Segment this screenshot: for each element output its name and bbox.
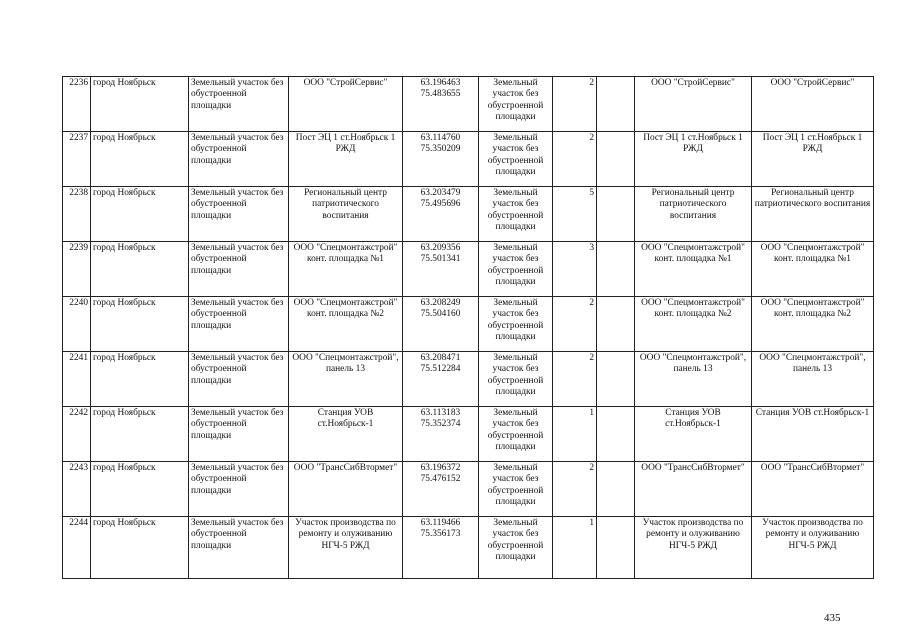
- organization-cell: ООО "Спецмонтажстрой" конт. площадка №2: [635, 297, 752, 352]
- table-row: [63, 132, 874, 187]
- registry-table: [62, 76, 874, 579]
- coordinates-cell: [403, 187, 479, 242]
- row-number: 2238: [63, 187, 91, 242]
- site-kind-cell: Земельный участок без обустроенной площадки: [479, 407, 553, 462]
- coordinates-cell: [403, 77, 479, 132]
- site-type-cell: Земельный участок без обустроенной площадки: [189, 407, 289, 462]
- empty-cell: [597, 352, 635, 407]
- coordinates-cell: [403, 297, 479, 352]
- site-name-cell: ООО "ТрансСибВтормет": [289, 462, 403, 517]
- owner-cell: ООО "Спецмонтажстрой", панель 13: [752, 352, 874, 407]
- table-row: [63, 187, 874, 242]
- site-type-cell: Земельный участок без обустроенной площадки: [189, 517, 289, 579]
- site-type-cell: Земельный участок без обустроенной площадки: [189, 132, 289, 187]
- longitude: 75.352374: [420, 419, 461, 430]
- longitude: 75.483655: [420, 89, 461, 100]
- owner-cell: Региональный центр патриотического воспитания: [752, 187, 874, 242]
- organization-cell: ООО "СтройСервис": [635, 77, 752, 132]
- site-type-cell: Земельный участок без обустроенной площадки: [189, 242, 289, 297]
- site-name-cell: Пост ЭЦ 1 ст.Ноябрьск 1 РЖД: [289, 132, 403, 187]
- city-cell: город Ноябрьск: [91, 297, 189, 352]
- empty-cell: [597, 187, 635, 242]
- city-cell: город Ноябрьск: [91, 187, 189, 242]
- table-row: [63, 407, 874, 462]
- city-cell: город Ноябрьск: [91, 132, 189, 187]
- container-count-cell: 3: [553, 242, 597, 297]
- site-name-cell: ООО "СтройСервис": [289, 77, 403, 132]
- site-type-cell: Земельный участок без обустроенной площадки: [189, 187, 289, 242]
- empty-cell: [597, 242, 635, 297]
- coordinates-cell: [403, 242, 479, 297]
- container-count-cell: 1: [553, 517, 597, 579]
- row-number: 2242: [63, 407, 91, 462]
- longitude: 75.356173: [420, 529, 461, 540]
- site-name-cell: Региональный центр патриотического воспитания: [289, 187, 403, 242]
- longitude: 75.501341: [420, 254, 461, 265]
- empty-cell: [597, 407, 635, 462]
- city-cell: город Ноябрьск: [91, 77, 189, 132]
- latitude: 63.113183: [420, 408, 461, 418]
- organization-cell: Пост ЭЦ 1 ст.Ноябрьск 1 РЖД: [635, 132, 752, 187]
- empty-cell: [597, 517, 635, 579]
- longitude: 75.350209: [420, 144, 461, 155]
- container-count-cell: 2: [553, 352, 597, 407]
- owner-cell: Пост ЭЦ 1 ст.Ноябрьск 1 РЖД: [752, 132, 874, 187]
- latitude: 63.208249: [420, 298, 461, 308]
- city-cell: город Ноябрьск: [91, 462, 189, 517]
- table-row: [63, 462, 874, 517]
- row-number: 2239: [63, 242, 91, 297]
- site-kind-cell: Земельный участок без обустроенной площадки: [479, 187, 553, 242]
- site-name-cell: ООО "Спецмонтажстрой", панель 13: [289, 352, 403, 407]
- table-row: [63, 242, 874, 297]
- site-name-cell: Станция УОВ ст.Ноябрьск-1: [289, 407, 403, 462]
- latitude: 63.196463: [420, 78, 461, 88]
- owner-cell: ООО "ТрансСибВтормет": [752, 462, 874, 517]
- container-count-cell: 2: [553, 297, 597, 352]
- longitude: 75.504160: [420, 309, 461, 320]
- container-count-cell: 2: [553, 77, 597, 132]
- site-kind-cell: Земельный участок без обустроенной площадки: [479, 462, 553, 517]
- site-kind-cell: Земельный участок без обустроенной площадки: [479, 352, 553, 407]
- page-number: 435: [824, 612, 841, 624]
- longitude: 75.495696: [420, 199, 461, 210]
- latitude: 63.119466: [420, 518, 461, 528]
- site-kind-cell: Земельный участок без обустроенной площадки: [479, 242, 553, 297]
- latitude: 63.209356: [420, 243, 461, 253]
- site-kind-cell: Земельный участок без обустроенной площадки: [479, 77, 553, 132]
- site-name-cell: Участок производства по ремонту и олуживанию НГЧ-5 РЖД: [289, 517, 403, 579]
- site-type-cell: Земельный участок без обустроенной площадки: [189, 77, 289, 132]
- container-count-cell: 2: [553, 462, 597, 517]
- table-body: [63, 77, 874, 579]
- row-number: 2244: [63, 517, 91, 579]
- owner-cell: ООО "СтройСервис": [752, 77, 874, 132]
- container-count-cell: 1: [553, 407, 597, 462]
- site-kind-cell: Земельный участок без обустроенной площадки: [479, 297, 553, 352]
- latitude: 63.208471: [420, 353, 461, 363]
- latitude: 63.196372: [420, 463, 461, 473]
- coordinates-cell: [403, 517, 479, 579]
- site-name-cell: ООО "Спецмонтажстрой" конт. площадка №1: [289, 242, 403, 297]
- coordinates-cell: [403, 352, 479, 407]
- container-count-cell: 5: [553, 187, 597, 242]
- city-cell: город Ноябрьск: [91, 352, 189, 407]
- owner-cell: Участок производства по ремонту и олуживанию НГЧ-5 РЖД: [752, 517, 874, 579]
- coordinates-cell: [403, 462, 479, 517]
- organization-cell: ООО "ТрансСибВтормет": [635, 462, 752, 517]
- row-number: 2240: [63, 297, 91, 352]
- site-type-cell: Земельный участок без обустроенной площадки: [189, 462, 289, 517]
- organization-cell: ООО "Спецмонтажстрой" конт. площадка №1: [635, 242, 752, 297]
- owner-cell: ООО "Спецмонтажстрой" конт. площадка №1: [752, 242, 874, 297]
- site-kind-cell: Земельный участок без обустроенной площадки: [479, 517, 553, 579]
- longitude: 75.476152: [420, 474, 461, 485]
- coordinates-cell: [403, 407, 479, 462]
- site-type-cell: Земельный участок без обустроенной площадки: [189, 352, 289, 407]
- owner-cell: ООО "Спецмонтажстрой" конт. площадка №2: [752, 297, 874, 352]
- table-row: [63, 297, 874, 352]
- organization-cell: Участок производства по ремонту и олуживанию НГЧ-5 РЖД: [635, 517, 752, 579]
- latitude: 63.203479: [420, 188, 461, 198]
- site-type-cell: Земельный участок без обустроенной площадки: [189, 297, 289, 352]
- site-kind-cell: Земельный участок без обустроенной площадки: [479, 132, 553, 187]
- city-cell: город Ноябрьск: [91, 407, 189, 462]
- table-row: [63, 352, 874, 407]
- organization-cell: Станция УОВ ст.Ноябрьск-1: [635, 407, 752, 462]
- owner-cell: Станция УОВ ст.Ноябрьск-1: [752, 407, 874, 462]
- longitude: 75.512284: [420, 364, 461, 375]
- row-number: 2236: [63, 77, 91, 132]
- empty-cell: [597, 462, 635, 517]
- site-name-cell: ООО "Спецмонтажстрой" конт. площадка №2: [289, 297, 403, 352]
- city-cell: город Ноябрьск: [91, 242, 189, 297]
- row-number: 2241: [63, 352, 91, 407]
- city-cell: город Ноябрьск: [91, 517, 189, 579]
- table-row: [63, 77, 874, 132]
- latitude: 63.114760: [420, 133, 461, 143]
- row-number: 2237: [63, 132, 91, 187]
- table-row: [63, 517, 874, 579]
- row-number: 2243: [63, 462, 91, 517]
- empty-cell: [597, 297, 635, 352]
- empty-cell: [597, 77, 635, 132]
- container-count-cell: 2: [553, 132, 597, 187]
- coordinates-cell: [403, 132, 479, 187]
- organization-cell: ООО "Спецмонтажстрой", панель 13: [635, 352, 752, 407]
- empty-cell: [597, 132, 635, 187]
- organization-cell: Региональный центр патриотического воспитания: [635, 187, 752, 242]
